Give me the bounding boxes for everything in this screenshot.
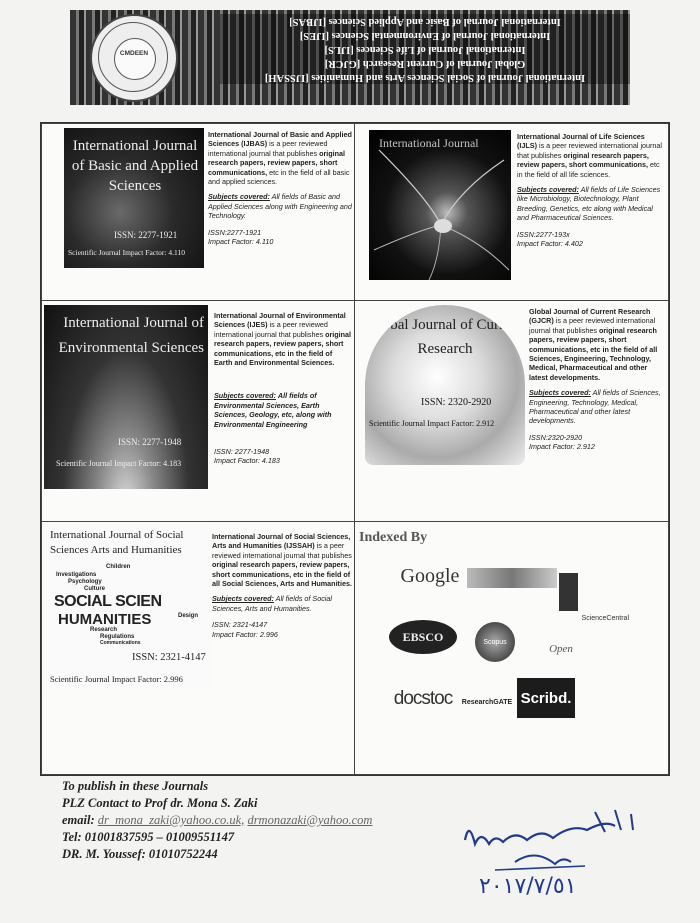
subjects-label: Subjects covered: (517, 185, 579, 195)
contact-footer (62, 778, 372, 863)
journal-impact: Impact Factor: 4.110 (208, 237, 274, 247)
banner-line: Global Journal of Current Research [GJCR] (220, 56, 630, 70)
journal-description: Global Journal of Current Research (GJCR) is a peer reviewed international journal that publishes original research papers, review papers, short communications, etc in the field of all Sciences, Engineering, Technology, Medical, Pharmaceutical and other latest developments. Subjects covered: All fields of Sciences, Engineering, Technology, Medical, Pharmaceutical and other latest developments. ISSN:2320-2920 Impact Factor: 2.912 (529, 307, 665, 452)
journal-cover-ijes (44, 305, 208, 489)
journal-description: International Journal of Environmental Sciences (IJES) is a peer reviewed international journal that publishes original research papers, review papers, short communications, etc in the field of Earth and Environmental Sciences. Subjects covered: All fields of Environmental Sciences, Earth Sciences, Geology, etc, along with Environmental Engineering ISSN: 2277-1948 Impact Factor: 4.183 (214, 311, 352, 466)
banner-line: International Journal of Environmental Sciences [IJES] (220, 28, 630, 42)
seal-text: CMDEEN (119, 50, 149, 57)
journal-description: International Journal of Life Sciences (IJLS) is a peer reviewed international journal that publishes original research papers, review papers, short communications, etc in the field of all life sciences. Subjects covered: All fields of Life Sciences like Microbiology, Biotechnology, Plant Breeding, Genetics, etc along with Medical and Pharmaceutical Sciences. ISSN:2277-193x Impact Factor: 4.402 (517, 132, 665, 248)
footer-tel: Tel: 01001837595 – 01009551147 (62, 830, 235, 844)
journal-impact: Impact Factor: 2.912 (529, 442, 595, 452)
subjects-label: Subjects covered: (212, 594, 274, 604)
journal-card-ijssah (41, 521, 355, 775)
signature-date: ٢٠١٧/٧/٥١ (479, 874, 577, 899)
science-central-logo: ScienceCentral (559, 562, 629, 622)
footer-dr: DR. M. Youssef: 01010752244 (62, 847, 218, 861)
journal-issn: ISSN:2320-2920 (529, 432, 583, 442)
journal-name: International Journal of Basic and Applied Sciences (IJBAS) (208, 130, 352, 149)
footer-line: To publish in these Journals (62, 779, 209, 793)
cover-title: International Journal of Basic and Applied Sciences (71, 138, 199, 194)
scribd-logo: Scribd. (517, 678, 575, 718)
index-logo-strip (467, 568, 557, 588)
google-logo: Google (400, 564, 460, 587)
journal-name: International Journal of Environmental Sciences (IJES) (214, 311, 346, 330)
journal-impact: Impact Factor: 4.183 (214, 456, 280, 466)
cover-impact: Scientific Journal Impact Factor: 4.183 (56, 459, 182, 468)
subjects-label: Subjects covered: (208, 192, 270, 202)
journal-card-ijes (41, 300, 355, 522)
open-access-logo: Open (549, 643, 573, 655)
journal-cover-ijls (369, 130, 511, 280)
handwritten-signature (455, 800, 665, 915)
banner-title-lines (220, 14, 630, 84)
journal-name: Global Journal of Current Research (GJCR) (529, 307, 651, 326)
cover-title: International Journal of Environmental Sciences (58, 315, 204, 356)
subjects-label: Subjects covered: (529, 388, 591, 398)
footer-email-row: email: dr_mona_zaki@yahoo.co.uk, drmonazaki@yahoo.com (62, 813, 373, 827)
cover-impact: Scientific Journal Impact Factor: 2.912 (369, 419, 495, 428)
journal-cover-ijssah (44, 524, 210, 694)
scopus-logo: Scopus (475, 622, 515, 662)
journal-name: International Journal of Life Sciences (IJLS) (517, 132, 645, 151)
cover-issn: ISSN: 2277-1948 (118, 437, 182, 447)
journal-description: International Journal of Social Sciences, Arts and Humanities (IJSSAH) is a peer reviewed international journal that publishes original research papers, review papers, short communications, etc in the field of all Social Sciences, Arts and Humanities. Subjects covered: All fields of Social Sciences, Arts and Humanities. ISSN: 2321-4147 Impact Factor: 2.996 (212, 532, 352, 639)
email-link[interactable]: drmonazaki@yahoo.com (247, 813, 373, 827)
banner-line: International Journal of Basic and Applied Sciences [IJBAS] (220, 14, 630, 28)
cover-impact: Scientific Journal Impact Factor: 4.110 (68, 248, 185, 257)
journal-issn: ISSN:2277-1921 (208, 227, 262, 237)
journal-issn: ISSN:2277-193x (517, 229, 570, 239)
journal-impact: Impact Factor: 2.996 (212, 629, 278, 639)
cover-title: International Journal (379, 136, 479, 150)
journals-grid (40, 122, 670, 776)
indexed-by-title: Indexed By (359, 530, 428, 545)
neuron-illustration (369, 130, 511, 280)
banner-line: International Journal of Life Sciences [IJLS] (220, 42, 630, 56)
journal-cover-ijbas (64, 128, 204, 268)
ebsco-logo: EBSCO (389, 620, 457, 654)
footer-line: PLZ Contact to Prof dr. Mona S. Zaki (62, 796, 258, 810)
journal-card-gjcr (354, 300, 669, 522)
word-cloud: Children Investigations Psychology Culture SOCIAL SCIEN HUMANITIES Design Research Regulations Communications (54, 564, 199, 646)
docstoc-logo: docstoc (393, 688, 453, 709)
cover-issn: ISSN: 2277-1921 (114, 230, 178, 240)
banner-line: International Journal of Social Sciences Arts and Humanities [IJSSAH] (220, 70, 630, 84)
cover-issn: ISSN: 2321-4147 (132, 652, 206, 663)
researchgate-logo: ResearchGATE (461, 698, 513, 706)
subjects-label: Subjects covered: (214, 391, 276, 401)
journal-name: International Journal of Social Sciences, Arts and Humanities (IJSSAH) (212, 532, 351, 551)
cover-impact: Scientific Journal Impact Factor: 2.996 (50, 674, 183, 684)
indexed-by-panel (354, 521, 669, 775)
journal-issn: ISSN: 2321-4147 (212, 620, 268, 630)
cover-title: Global Journal of Current Research (367, 317, 523, 357)
journal-card-ijls (354, 123, 669, 301)
email-link[interactable]: dr_mona_zaki@yahoo.co.uk, (97, 813, 245, 827)
cover-issn: ISSN: 2320-2920 (421, 397, 492, 408)
journal-description: International Journal of Basic and Applied Sciences (IJBAS) is a peer reviewed international journal that publishes original research papers, review papers, short communications, etc in the field of all basic and applied sciences. Subjects covered: All fields of Basic and Applied Sciences along with Engineering and Technology. ISSN:2277-1921 Impact Factor: 4.110 (208, 130, 352, 247)
journal-cover-gjcr (365, 305, 525, 465)
cover-title: International Journal of Social Sciences Arts and Humanities (50, 529, 184, 556)
society-seal-logo (90, 14, 178, 102)
journal-card-ijbas (41, 123, 355, 301)
journal-issn: ISSN: 2277-1948 (214, 447, 270, 457)
journal-impact: Impact Factor: 4.402 (517, 239, 583, 249)
